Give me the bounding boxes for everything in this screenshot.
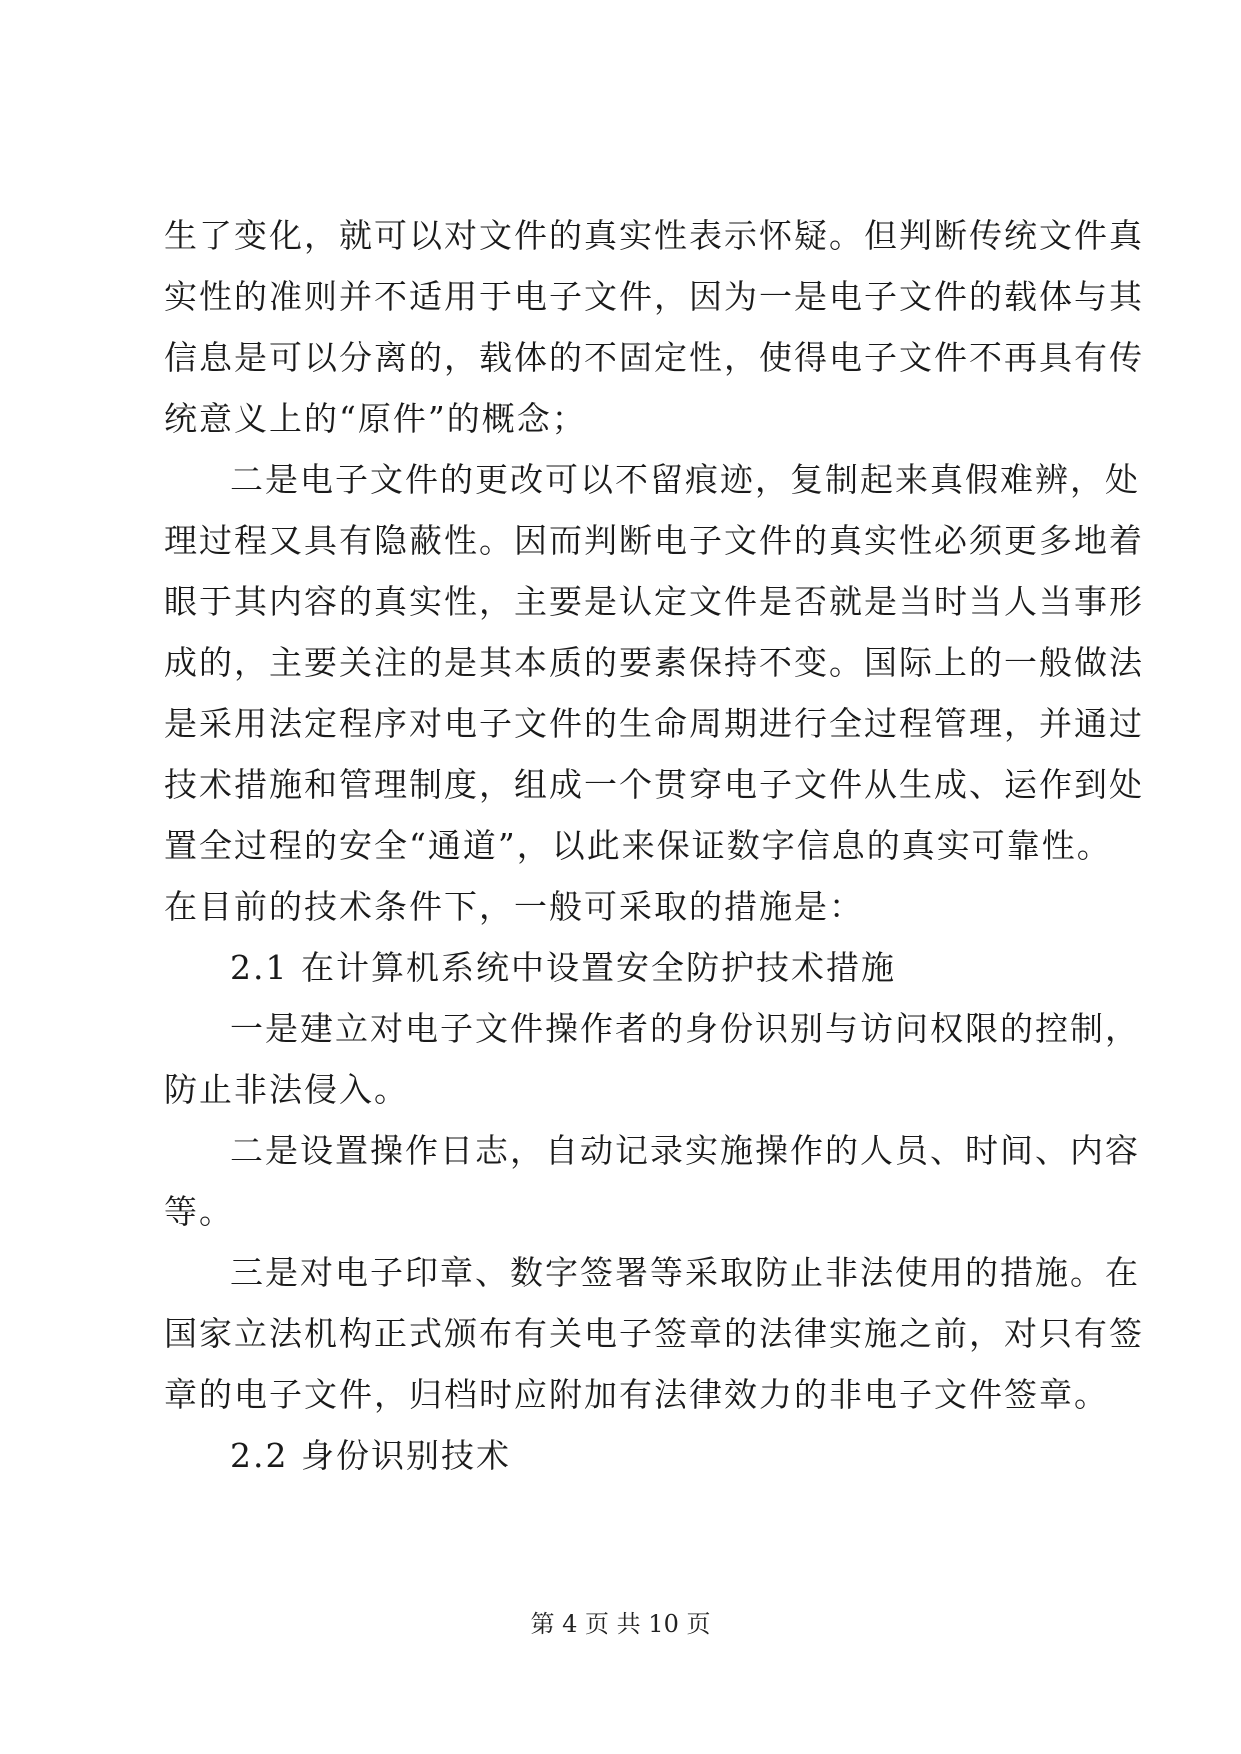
text-line: 在目前的技术条件下，一般可采取的措施是： [164,887,864,926]
text-line: 理过程又具有隐蔽性。因而判断电子文件的真实性必须更多地着 [164,521,1144,560]
text-line: 生了变化，就可以对文件的真实性表示怀疑。但判断传统文件真 [164,216,1144,255]
page-footer: 第 4 页 共 10 页 [530,1610,711,1638]
document-body [164,205,1144,1486]
text-line: 技术措施和管理制度，组成一个贯穿电子文件从生成、运作到处 [164,765,1144,804]
text-line: 防止非法侵入。 [164,1070,409,1109]
text-line: 信息是可以分离的，载体的不固定性，使得电子文件不再具有传 [164,338,1144,377]
text-line: 成的，主要关注的是其本质的要素保持不变。国际上的一般做法 [164,643,1144,682]
text-line: 三是对电子印章、数字签署等采取防止非法使用的措施。在 [230,1253,1140,1292]
text-line: 眼于其内容的真实性，主要是认定文件是否就是当时当人当事形 [164,582,1144,621]
text-line: 实性的准则并不适用于电子文件，因为一是电子文件的载体与其 [164,277,1144,316]
text-line: 统意义上的“原件”的概念； [164,399,587,438]
text-line: 2.1 在计算机系统中设置安全防护技术措施 [230,948,896,987]
text-line: 是采用法定程序对电子文件的生命周期进行全过程管理，并通过 [164,704,1144,743]
text-line: 置全过程的安全“通道”，以此来保证数字信息的真实可靠性。 [164,826,1112,865]
text-line: 二是设置操作日志，自动记录实施操作的人员、时间、内容 [230,1131,1140,1170]
text-line: 国家立法机构正式颁布有关电子签章的法律实施之前，对只有签 [164,1314,1144,1353]
text-line: 2.2 身份识别技术 [230,1436,511,1475]
text-line: 章的电子文件，归档时应附加有法律效力的非电子文件签章。 [164,1375,1109,1414]
text-line: 二是电子文件的更改可以不留痕迹，复制起来真假难辨，处 [230,460,1140,499]
text-line: 等。 [164,1192,234,1231]
text-line: 一是建立对电子文件操作者的身份识别与访问权限的控制， [230,1009,1140,1048]
